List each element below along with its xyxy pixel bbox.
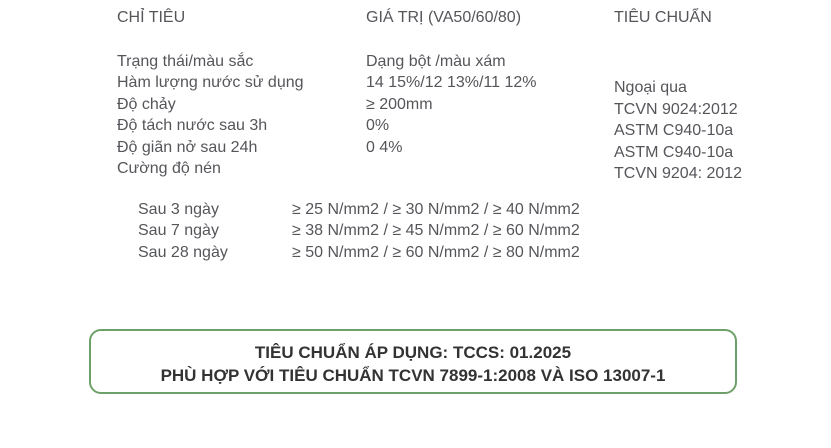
standards-column (614, 56, 742, 184)
standard-cell: ASTM C940-10a (614, 143, 734, 161)
value-cell: 0 4% (366, 138, 403, 156)
strength-row-label: Sau 28 ngày (138, 243, 228, 261)
standard-cell: ASTM C940-10a (614, 122, 734, 140)
strength-row-value: ≥ 38 N/mm2 / ≥ 45 N/mm2 / ≥ 60 N/mm2 (292, 222, 580, 240)
criterion-cell: Độ tách nước sau 3h (117, 117, 268, 135)
strength-labels-column (138, 199, 228, 263)
strength-row-value: ≥ 50 N/mm2 / ≥ 60 N/mm2 / ≥ 80 N/mm2 (292, 243, 580, 261)
table-header-standard: TIÊU CHUẨN (614, 9, 712, 26)
strength-row-label: Sau 3 ngày (138, 201, 219, 218)
table-header-criterion: CHỈ TIÊU (117, 9, 186, 26)
standard-cell (614, 56, 742, 77)
criterion-cell: Trạng thái/màu sắc (117, 53, 254, 70)
standard-cell: Ngoại qua (614, 79, 687, 97)
value-cell (366, 158, 537, 179)
values-column (366, 51, 537, 179)
table-header-value: GIÁ TRỊ (VA50/60/80) (366, 9, 522, 26)
standard-cell: TCVN 9204: 2012 (614, 164, 743, 182)
criterion-cell: Cường độ nén (117, 159, 221, 177)
value-cell: 14 15%/12 13%/11 12% (366, 74, 537, 92)
standard-cell: TCVN 9024:2012 (614, 100, 738, 118)
value-cell: ≥ 200mm (366, 95, 433, 113)
strength-row-label: Sau 7 ngày (138, 222, 219, 240)
conformity-standard-line: PHÙ HỢP VỚI TIÊU CHUẨN TCVN 7899-1:2008 VÀ ISO 13007-1 (160, 366, 666, 385)
criterion-cell: Độ giãn nở sau 24h (117, 138, 258, 156)
criterion-cell: Hàm lượng nước sử dụng (117, 74, 304, 92)
strength-row-value: ≥ 25 N/mm2 / ≥ 30 N/mm2 / ≥ 40 N/mm2 (292, 201, 580, 218)
criteria-column (117, 51, 304, 179)
criterion-cell: Độ chảy (117, 95, 176, 113)
value-cell: Dạng bột /màu xám (366, 53, 506, 70)
applied-standard-line: TIÊU CHUẨN ÁP DỤNG: TCCS: 01.2025 (254, 343, 572, 362)
strength-values-column (292, 199, 580, 263)
value-cell: 0% (366, 117, 390, 135)
footer-standards-box (89, 329, 737, 394)
